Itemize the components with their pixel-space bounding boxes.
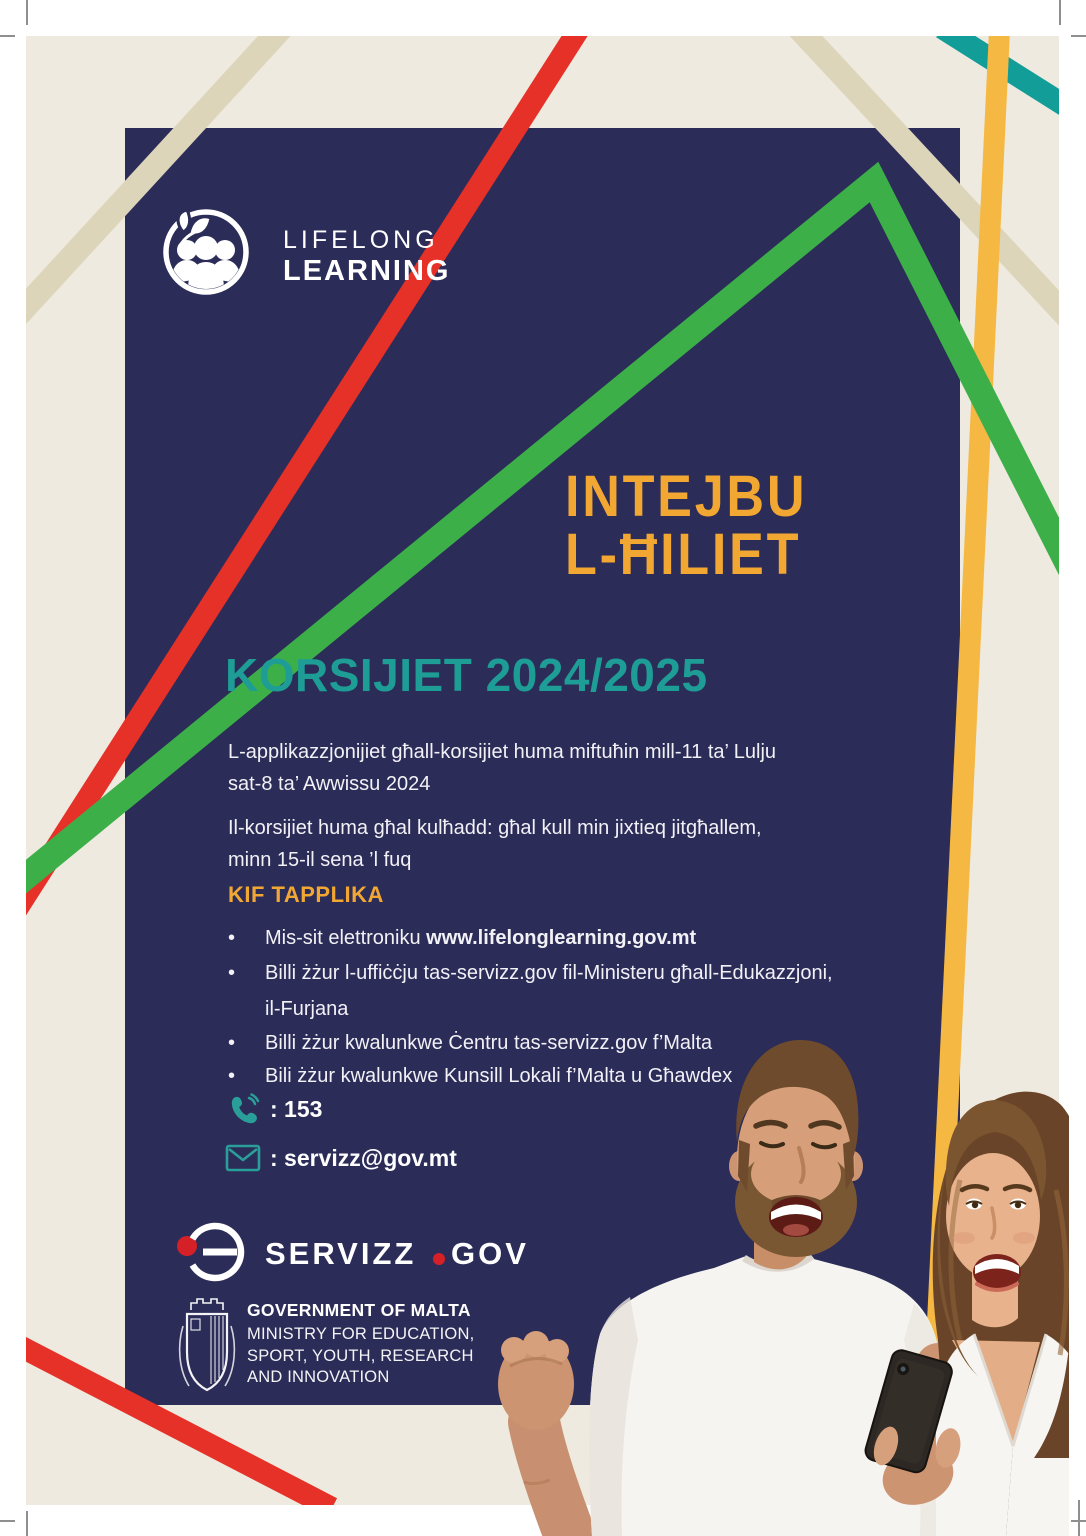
- phone-icon: [225, 1091, 261, 1127]
- apply-bullet-2-cont: il-Furjana: [265, 998, 349, 1020]
- brand-line1: LIFELONG: [283, 226, 439, 254]
- intro-p2-line1: Il-korsijiet huma għal kulħadd: għal kull min jixtieq jitgħallem,: [228, 817, 762, 839]
- title-line1: INTEJBU: [565, 464, 808, 529]
- servizz-word: SERVIZZ: [265, 1236, 417, 1271]
- bullet-1-url: www.lifelonglearning.gov.mt: [426, 927, 697, 949]
- apply-heading: KIF TAPPLIKA: [228, 882, 384, 907]
- email-address: : servizz@gov.mt: [270, 1145, 457, 1171]
- bullet-3-text: Billi żżur kwalunkwe Ċentru tas-servizz.gov f’Malta: [265, 1032, 713, 1054]
- ministry-line3: AND INNOVATION: [247, 1368, 390, 1386]
- intro-paragraph-2: [228, 812, 762, 876]
- bullet-2-text: Billi żżur l-uffiċċju tas-servizz.gov fil-Ministeru għall-Edukazzjoni,: [265, 962, 833, 984]
- intro-p1-line2: sat-8 ta’ Awwissu 2024: [228, 773, 431, 795]
- malta-coat-of-arms: [175, 1296, 239, 1394]
- photo-couple: [490, 1010, 1086, 1536]
- apply-bullet-2: [228, 960, 833, 986]
- government-name: GOVERNMENT OF MALTA: [247, 1300, 471, 1320]
- bullet-dot: •: [228, 1065, 236, 1087]
- email-icon: [225, 1144, 261, 1172]
- intro-p1-line1: L-applikazzjonijiet għall-korsijiet huma miftuħin mill-11 ta’ Lulju: [228, 741, 777, 763]
- phone-number: : 153: [270, 1096, 323, 1122]
- bullet-dot: •: [228, 1032, 236, 1054]
- title-line2: L-ĦILIET: [565, 522, 802, 587]
- page-title: [565, 464, 808, 587]
- apply-bullet-1: [228, 925, 696, 951]
- man-head: [729, 1040, 863, 1269]
- bullet-dot: •: [228, 962, 236, 984]
- bullet-dot: •: [228, 927, 236, 949]
- bullet-1-text: Mis-sit elettroniku: [265, 927, 427, 949]
- ministry-line2: SPORT, YOUTH, RESEARCH: [247, 1346, 474, 1365]
- intro-paragraph-1: [228, 736, 776, 800]
- brand-line2: LEARNING: [283, 255, 451, 287]
- ministry-name: [247, 1324, 474, 1389]
- intro-p2-line2: minn 15-il sena ’l fuq: [228, 849, 412, 871]
- man-fist: [498, 1331, 574, 1536]
- servizz-g-bar: [203, 1249, 237, 1256]
- ministry-line1: MINISTRY FOR EDUCATION,: [247, 1325, 475, 1343]
- bullet-4-text: Bili żżur kwalunkwe Kunsill Lokali f’Malta u Għawdex: [265, 1065, 733, 1087]
- courses-heading: KORSIJIET 2024/2025: [225, 649, 708, 701]
- gov-word: GOV: [451, 1236, 529, 1271]
- lifelong-learning-logo: [161, 204, 551, 308]
- woman: [933, 1092, 1084, 1536]
- servizz-dot-separator: [433, 1253, 445, 1265]
- servizzgov-logo: [173, 1220, 533, 1284]
